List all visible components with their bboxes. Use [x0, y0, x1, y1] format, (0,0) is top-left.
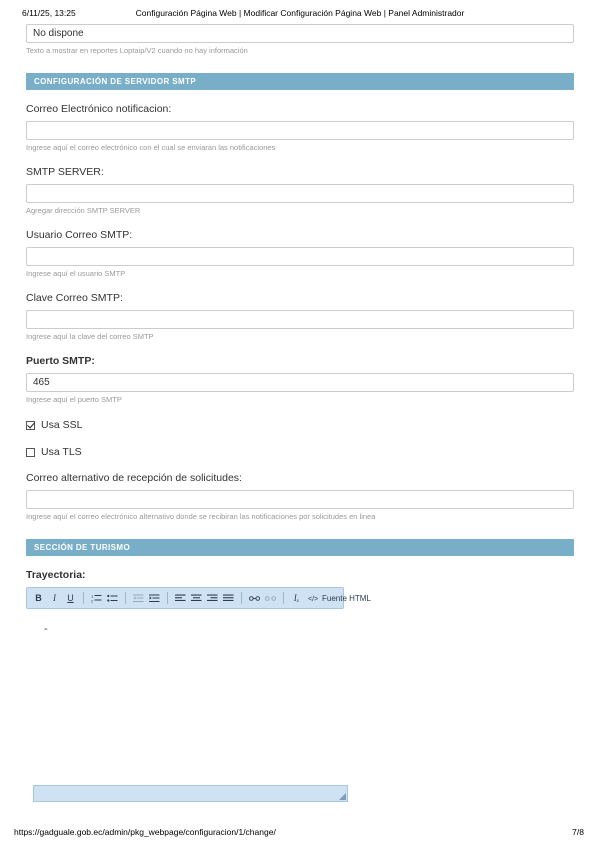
no-dispone-help: Texto a mostrar en reportes Loptaip/V2 cuando no hay información — [26, 46, 248, 55]
resize-handle-icon[interactable] — [339, 793, 346, 800]
smtp-server-input[interactable] — [26, 184, 574, 203]
correo-notificacion-help: Ingrese aquí el correo electrónico con el cual se enviaran las notificaciones — [26, 143, 276, 152]
correo-notificacion-input[interactable] — [26, 121, 574, 140]
correo-alternativo-label: Correo alternativo de recepción de solicitudes: — [26, 472, 242, 484]
puerto-smtp-input[interactable] — [26, 373, 574, 392]
print-footer — [0, 827, 600, 841]
svg-text:1: 1 — [91, 593, 94, 599]
bulleted-list-icon[interactable] — [106, 591, 119, 605]
field-clave-smtp — [26, 292, 574, 342]
underline-icon[interactable]: U — [67, 593, 74, 603]
bold-icon[interactable]: B — [35, 593, 42, 603]
usuario-smtp-input[interactable] — [26, 247, 574, 266]
html-source-label: Fuente HTML — [322, 593, 371, 603]
no-dispone-input[interactable] — [26, 24, 574, 43]
field-smtp-server — [26, 166, 574, 216]
section-header-turismo: SECCIÓN DE TURISMO — [26, 539, 574, 556]
decrease-indent-icon[interactable] — [132, 591, 145, 605]
correo-alternativo-help: Ingrese aquí el correo electrónico alternativo donde se recibiran las notificaciones por solicitudes en linea — [26, 512, 376, 521]
checkbox-usa-tls[interactable] — [26, 448, 35, 457]
checkbox-usa-tls-label: Usa TLS — [41, 446, 82, 458]
toolbar-divider — [125, 592, 126, 604]
print-header-title: Configuración Página Web | Modificar Configuración Página Web | Panel Administrador — [135, 8, 465, 18]
link-icon[interactable] — [248, 591, 261, 605]
editor-body-text: - — [44, 623, 48, 635]
svg-text:2: 2 — [91, 598, 94, 603]
toolbar-divider — [167, 592, 168, 604]
field-correo-alternativo — [26, 472, 574, 522]
print-footer-page: 7/8 — [572, 827, 584, 837]
html-source-button[interactable] — [306, 594, 371, 603]
align-center-icon[interactable] — [190, 591, 203, 605]
correo-alternativo-input[interactable] — [26, 490, 574, 509]
field-no-dispone — [26, 24, 574, 56]
rich-text-editor[interactable] — [26, 587, 371, 729]
section-header-smtp: CONFIGURACIÓN DE SERVIDOR SMTP — [26, 73, 574, 90]
checkbox-usa-ssl-label: Usa SSL — [41, 419, 83, 431]
align-right-icon[interactable] — [206, 591, 219, 605]
puerto-smtp-label: Puerto SMTP: — [26, 355, 95, 367]
toolbar-divider — [241, 592, 242, 604]
puerto-smtp-help: Ingrese aquí el puerto SMTP — [26, 395, 122, 404]
print-header — [0, 8, 600, 22]
usuario-smtp-label: Usuario Correo SMTP: — [26, 229, 133, 241]
bottom-textarea[interactable] — [33, 785, 348, 802]
field-correo-notificacion — [26, 103, 574, 153]
form-content — [0, 24, 600, 729]
align-left-icon[interactable] — [174, 591, 187, 605]
editor-toolbar[interactable] — [26, 587, 371, 609]
checkbox-row-usa-tls[interactable] — [26, 445, 574, 459]
remove-format-icon[interactable]: Iₓ — [293, 593, 300, 603]
field-usuario-smtp — [26, 229, 574, 279]
source-code-icon — [308, 594, 319, 603]
clave-smtp-help: Ingrese aquí la clave del correo SMTP — [26, 332, 154, 341]
trayectoria-label: Trayectoria: — [26, 569, 86, 581]
unlink-icon[interactable] — [264, 591, 277, 605]
numbered-list-icon[interactable] — [90, 591, 103, 605]
clave-smtp-label: Clave Correo SMTP: — [26, 292, 123, 304]
field-puerto-smtp — [26, 355, 574, 405]
usuario-smtp-help: Ingrese aquí el usuario SMTP — [26, 269, 126, 278]
italic-icon[interactable]: I — [53, 593, 56, 603]
toolbar-divider — [283, 592, 284, 604]
checkbox-usa-ssl[interactable] — [26, 421, 35, 430]
clave-smtp-input[interactable] — [26, 310, 574, 329]
smtp-server-label: SMTP SERVER: — [26, 166, 104, 178]
print-footer-url: https://gadguale.gob.ec/admin/pkg_webpage/configuracion/1/change/ — [14, 827, 276, 837]
toolbar-divider — [83, 592, 84, 604]
correo-notificacion-label: Correo Electrónico notificacion: — [26, 103, 172, 115]
increase-indent-icon[interactable] — [148, 591, 161, 605]
checkbox-row-usa-ssl[interactable] — [26, 418, 574, 432]
justify-icon[interactable] — [222, 591, 235, 605]
smtp-server-help: Agregar dirección SMTP SERVER — [26, 206, 141, 215]
svg-text:</>: </> — [308, 595, 319, 603]
print-header-date: 6/11/25, 13:25 — [22, 8, 76, 18]
editor-body[interactable] — [26, 609, 344, 729]
field-trayectoria — [26, 569, 574, 729]
